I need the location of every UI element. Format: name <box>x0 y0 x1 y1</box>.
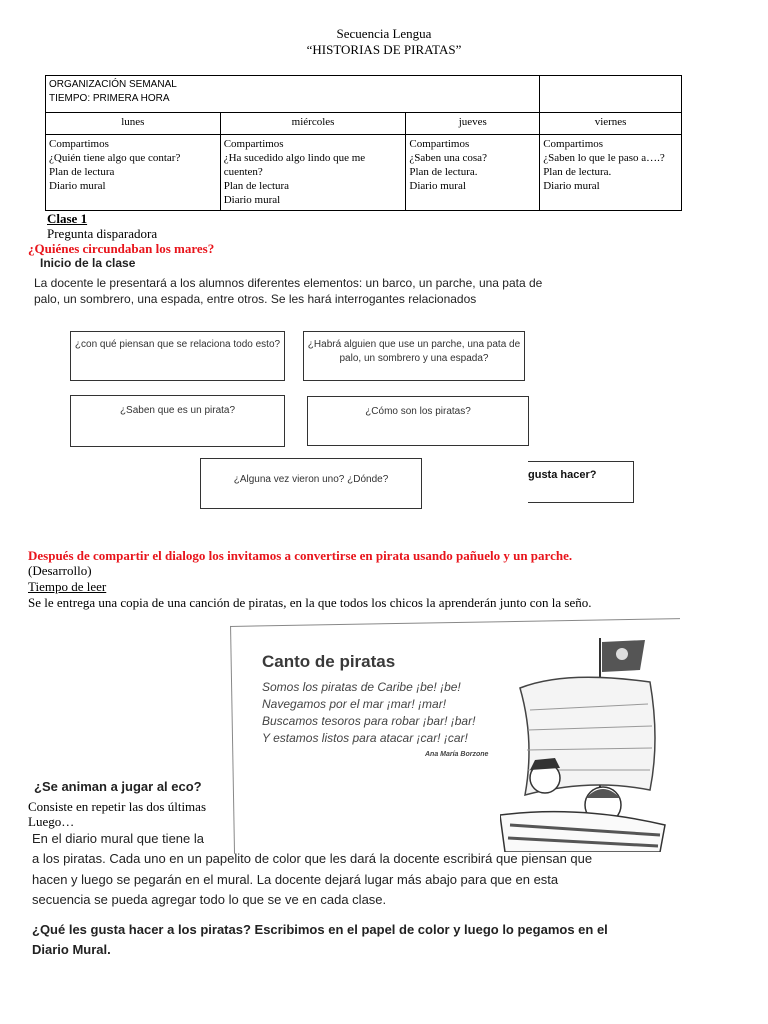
question-box-partial: gusta hacer? <box>528 461 634 503</box>
schedule-org-line1: ORGANIZACIÓN SEMANAL <box>49 79 177 90</box>
song-handout-text: Se le entrega una copia de una canción de piratas, en la que todos los chicos la aprenderán junto con la seño. <box>28 595 592 610</box>
cell-line: Diario mural <box>49 180 106 192</box>
song-line: Buscamos tesoros para robar ¡bar! ¡bar! <box>262 714 476 728</box>
schedule-org-line2: TIEMPO: PRIMERA HORA <box>49 93 170 104</box>
cell-line: Compartimos <box>543 138 604 150</box>
schedule-table <box>45 75 682 211</box>
intro-line: La docente le presentará a los alumnos diferentes elementos: un barco, un parche, una pata de <box>34 276 543 290</box>
cell-line: ¿Ha sucedido algo lindo que me cuenten? <box>223 152 366 178</box>
schedule-empty-cell <box>540 76 682 113</box>
reading-time-label: Tiempo de leer <box>28 579 107 594</box>
schedule-cell <box>540 135 682 211</box>
echo-heading: ¿Se animan a jugar al eco? <box>34 779 202 794</box>
cell-line: Diario mural <box>223 194 281 206</box>
development-label: (Desarrollo) <box>28 563 92 578</box>
mural-line: a los piratas. Cada uno en un papelito de color que les dará la docente escribirá que piensan que <box>32 851 593 866</box>
final-question-line: Diario Mural. <box>32 942 111 957</box>
mural-line: hacen y luego se pegarán en el mural. La docente dejará lugar más abajo para que en esta <box>32 872 559 887</box>
inicio-heading: Inicio de la clase <box>40 256 136 270</box>
song-author: Ana María Borzone <box>425 751 489 758</box>
question-box: ¿Cómo son los piratas? <box>307 396 529 446</box>
cell-line: Compartimos <box>49 138 109 150</box>
echo-line: Consiste en repetir las dos últimas <box>28 799 207 814</box>
day-header: viernes <box>540 113 682 135</box>
cell-line: ¿Saben una cosa? <box>409 152 487 164</box>
song-title: Canto de piratas <box>262 652 396 671</box>
question-box: ¿con qué piensan que se relaciona todo esto? <box>70 331 285 381</box>
trigger-question-label: Pregunta disparadora <box>47 226 158 241</box>
final-question-line: ¿Qué les gusta hacer a los piratas? Escribimos en el papel de color y luego lo pegamos en el <box>32 922 608 937</box>
cell-line: Plan de lectura <box>49 166 115 178</box>
class-heading: Clase 1 <box>47 211 88 226</box>
cell-line: Plan de lectura <box>223 180 290 192</box>
echo-line: Luego… <box>28 814 75 829</box>
question-box: ¿Habrá alguien que use un parche, una pata de palo, un sombrero y una espada? <box>303 331 525 381</box>
cell-line: ¿Saben lo que le paso a….? <box>543 152 665 164</box>
song-line: Y estamos listos para atacar ¡car! ¡car! <box>262 731 468 745</box>
song-line: Somos los piratas de Caribe ¡be! ¡be! <box>262 680 461 694</box>
page-subtitle: “HISTORIAS DE PIRATAS” <box>306 42 462 57</box>
mural-line: En el diario mural que tiene la <box>32 831 204 846</box>
cell-line: Diario mural <box>543 180 600 192</box>
cell-line: Compartimos <box>223 138 284 150</box>
cell-line: Plan de lectura. <box>543 166 612 178</box>
intro-line: palo, un sombrero, una espada, entre otros. Se les hará interrogantes relacionados <box>34 292 477 306</box>
schedule-cell <box>220 135 406 211</box>
question-box: ¿Alguna vez vieron uno? ¿Dónde? <box>200 458 422 509</box>
schedule-cell <box>46 135 221 211</box>
schedule-cell <box>406 135 540 211</box>
question-box: ¿Saben que es un pirata? <box>70 395 285 447</box>
cell-line: Plan de lectura. <box>409 166 478 178</box>
pirate-ship-illustration <box>500 630 670 852</box>
day-header: jueves <box>406 113 540 135</box>
schedule-org-cell <box>46 76 540 113</box>
cell-line: Diario mural <box>409 180 466 192</box>
page-title: Secuencia Lengua <box>336 26 432 41</box>
cell-line: Compartimos <box>409 138 470 150</box>
cell-line: ¿Quién tiene algo que contar? <box>49 152 181 164</box>
day-header: miércoles <box>220 113 406 135</box>
mural-line: secuencia se pueda agregar todo lo que se ve en cada clase. <box>32 892 387 907</box>
development-instruction: Después de compartir el dialogo los invitamos a convertirse en pirata usando pañuelo y un parche. <box>28 548 573 563</box>
day-header: lunes <box>46 113 221 135</box>
song-line: Navegamos por el mar ¡mar! ¡mar! <box>262 697 447 711</box>
trigger-question: ¿Quiénes circundaban los mares? <box>28 241 215 256</box>
